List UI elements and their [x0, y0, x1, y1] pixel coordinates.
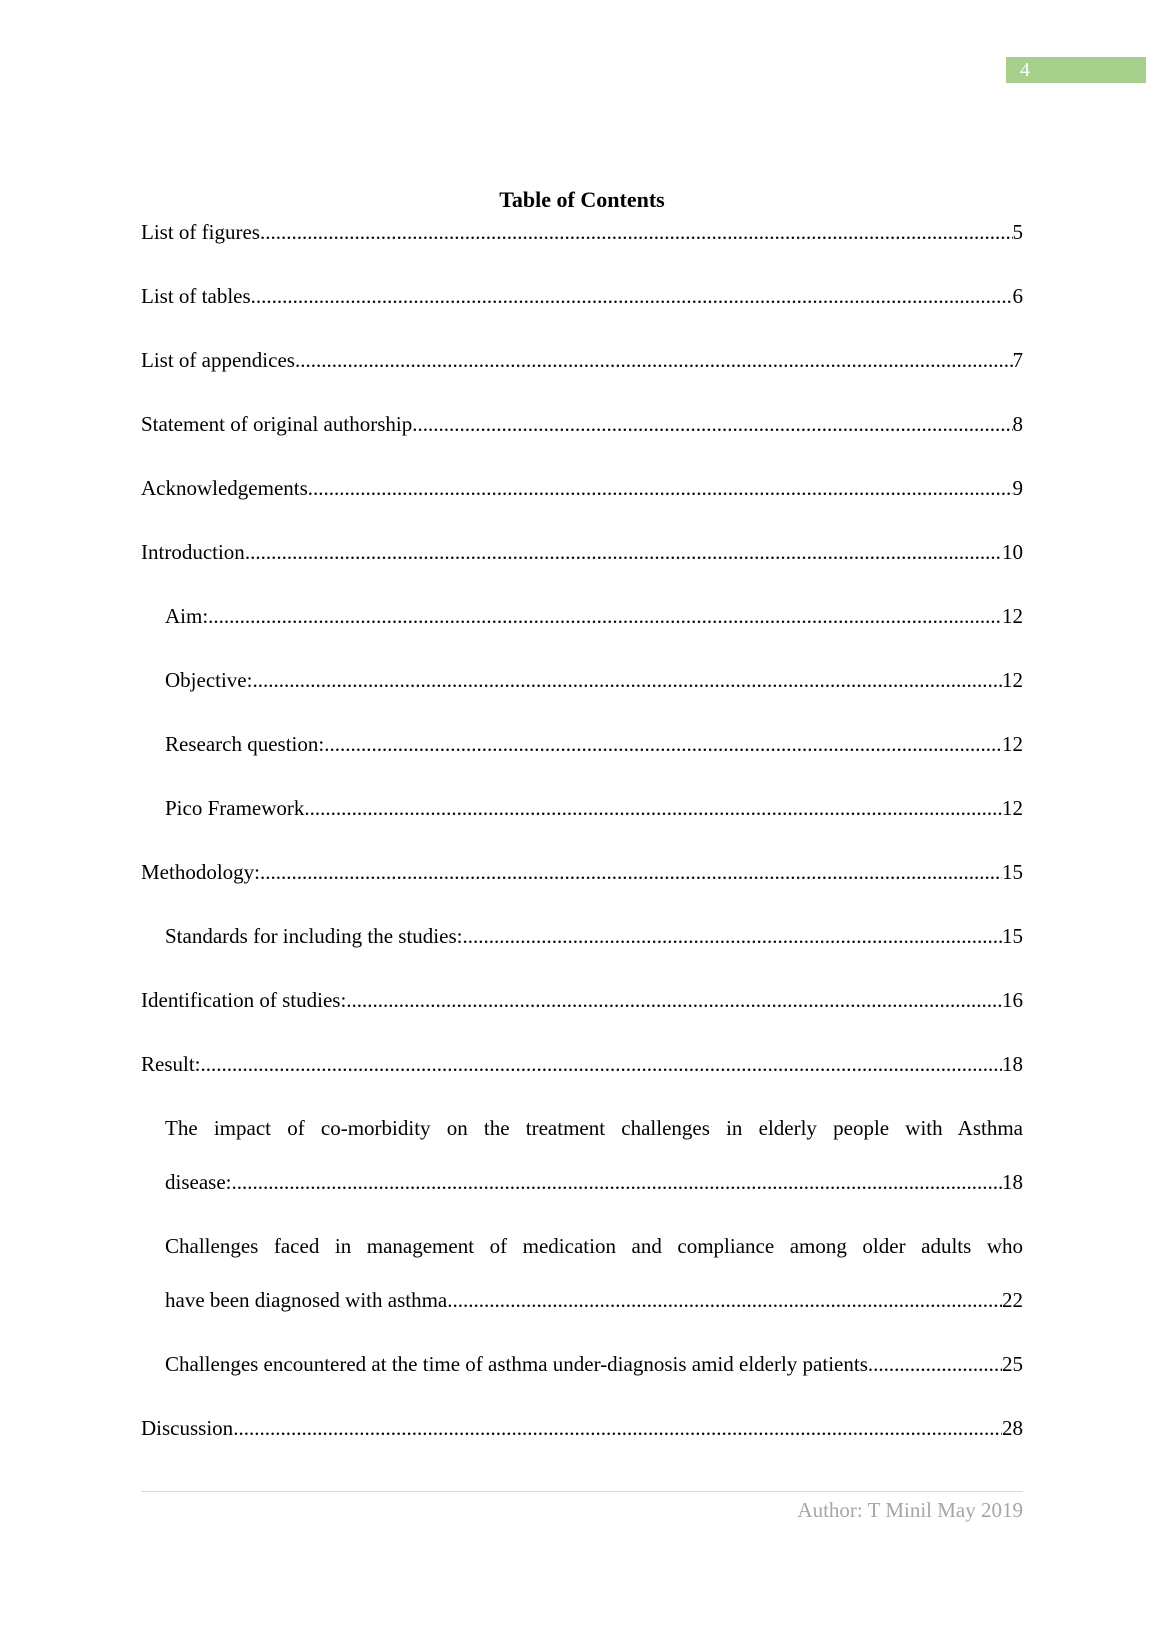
toc-dot-leader: [233, 1412, 1002, 1444]
toc-entry-page: 12: [1002, 604, 1023, 628]
toc-entry-line2: [165, 1284, 1023, 1316]
toc-dot-leader: [260, 216, 1013, 248]
toc-dot-leader: [346, 984, 1002, 1016]
toc-entry[interactable]: [141, 472, 1023, 504]
toc-entry-page: 18: [1002, 1170, 1023, 1194]
toc-entry-page: 15: [1002, 860, 1023, 884]
toc-entry-label: Objective:: [165, 668, 253, 692]
page-number-badge: [1006, 57, 1146, 83]
toc-dot-leader: [868, 1348, 1002, 1380]
toc-entry-label: Introduction: [141, 540, 245, 564]
toc-dot-leader: [252, 664, 1002, 696]
toc-entry[interactable]: [141, 792, 1023, 824]
toc-entry[interactable]: [141, 920, 1023, 952]
toc-entry-label: Discussion: [141, 1416, 234, 1440]
toc-entry-page: 6: [1012, 284, 1023, 308]
toc-entry[interactable]: [141, 344, 1023, 376]
toc-entry-page: 16: [1002, 988, 1023, 1012]
toc-title: Table of Contents: [499, 187, 665, 212]
toc-entry-label: have been diagnosed with asthma: [165, 1288, 448, 1312]
toc-entry[interactable]: [141, 280, 1023, 312]
toc-entry-page: 15: [1002, 924, 1023, 948]
toc-entry[interactable]: [141, 984, 1023, 1016]
toc-entry-label: Aim:: [165, 604, 209, 628]
toc-entry-label: Acknowledgements: [141, 476, 308, 500]
toc-entry-page: 8: [1012, 412, 1023, 436]
toc-entry-page: 18: [1002, 1052, 1023, 1076]
toc-entry[interactable]: [141, 1412, 1023, 1444]
toc-dot-leader: [231, 1166, 1002, 1198]
footer-author: Author: T Minil May 2019: [797, 1498, 1023, 1522]
toc-entry-page: 12: [1002, 796, 1023, 820]
toc-entry[interactable]: [141, 216, 1023, 248]
toc-entry-label: disease:: [165, 1170, 232, 1194]
toc-entry[interactable]: [141, 1112, 1023, 1198]
toc-entry[interactable]: [141, 600, 1023, 632]
toc-entry-line2: [165, 1166, 1023, 1198]
toc-entry-label: Challenges encountered at the time of asthma under-diagnosis amid elderly patients: [165, 1352, 868, 1376]
toc-entry-label: Result:: [141, 1052, 201, 1076]
toc-entry-label: Pico Framework: [165, 796, 305, 820]
toc-list: [141, 216, 1023, 1444]
toc-entry-label-line1: The impact of co-morbidity on the treatment challenges in elderly people with Asthma: [165, 1116, 1023, 1140]
toc-entry-page: 12: [1002, 668, 1023, 692]
footer-divider: [141, 1491, 1023, 1492]
toc-entry-label-line1: Challenges faced in management of medication and compliance among older adults who: [165, 1234, 1023, 1258]
toc-entry-label: List of appendices: [141, 348, 295, 372]
toc-dot-leader: [208, 600, 1002, 632]
toc-dot-leader: [245, 536, 1002, 568]
toc-entry-page: 12: [1002, 732, 1023, 756]
table-of-contents: [141, 184, 1023, 1476]
toc-entry-page: 28: [1002, 1416, 1023, 1440]
toc-entry[interactable]: [141, 728, 1023, 760]
toc-dot-leader: [251, 280, 1013, 312]
toc-dot-leader: [412, 408, 1012, 440]
toc-entry-label: List of tables: [141, 284, 251, 308]
toc-entry[interactable]: [141, 536, 1023, 568]
toc-entry[interactable]: [141, 664, 1023, 696]
toc-entry-page: 25: [1002, 1352, 1023, 1376]
toc-entry[interactable]: [141, 1348, 1023, 1380]
toc-dot-leader: [260, 856, 1002, 888]
toc-entry-page: 9: [1012, 476, 1023, 500]
toc-dot-leader: [324, 728, 1002, 760]
toc-dot-leader: [447, 1284, 1002, 1316]
toc-entry-label: List of figures: [141, 220, 260, 244]
toc-entry[interactable]: [141, 408, 1023, 440]
toc-entry-page: 7: [1012, 348, 1023, 372]
toc-entry-page: 22: [1002, 1288, 1023, 1312]
toc-entry-page: 5: [1012, 220, 1023, 244]
toc-entry-page: 10: [1002, 540, 1023, 564]
toc-dot-leader: [308, 472, 1013, 504]
toc-dot-leader: [201, 1048, 1002, 1080]
toc-entry-label: Statement of original authorship: [141, 412, 413, 436]
toc-entry[interactable]: [141, 1048, 1023, 1080]
toc-entry-label: Identification of studies:: [141, 988, 347, 1012]
toc-dot-leader: [295, 344, 1013, 376]
toc-entry-label: Research question:: [165, 732, 325, 756]
toc-entry-label: Standards for including the studies:: [165, 924, 463, 948]
page-number: 4: [1020, 59, 1030, 81]
toc-entry-label: Methodology:: [141, 860, 260, 884]
toc-entry[interactable]: [141, 856, 1023, 888]
toc-entry[interactable]: [141, 1230, 1023, 1316]
toc-dot-leader: [462, 920, 1002, 952]
toc-dot-leader: [304, 792, 1002, 824]
